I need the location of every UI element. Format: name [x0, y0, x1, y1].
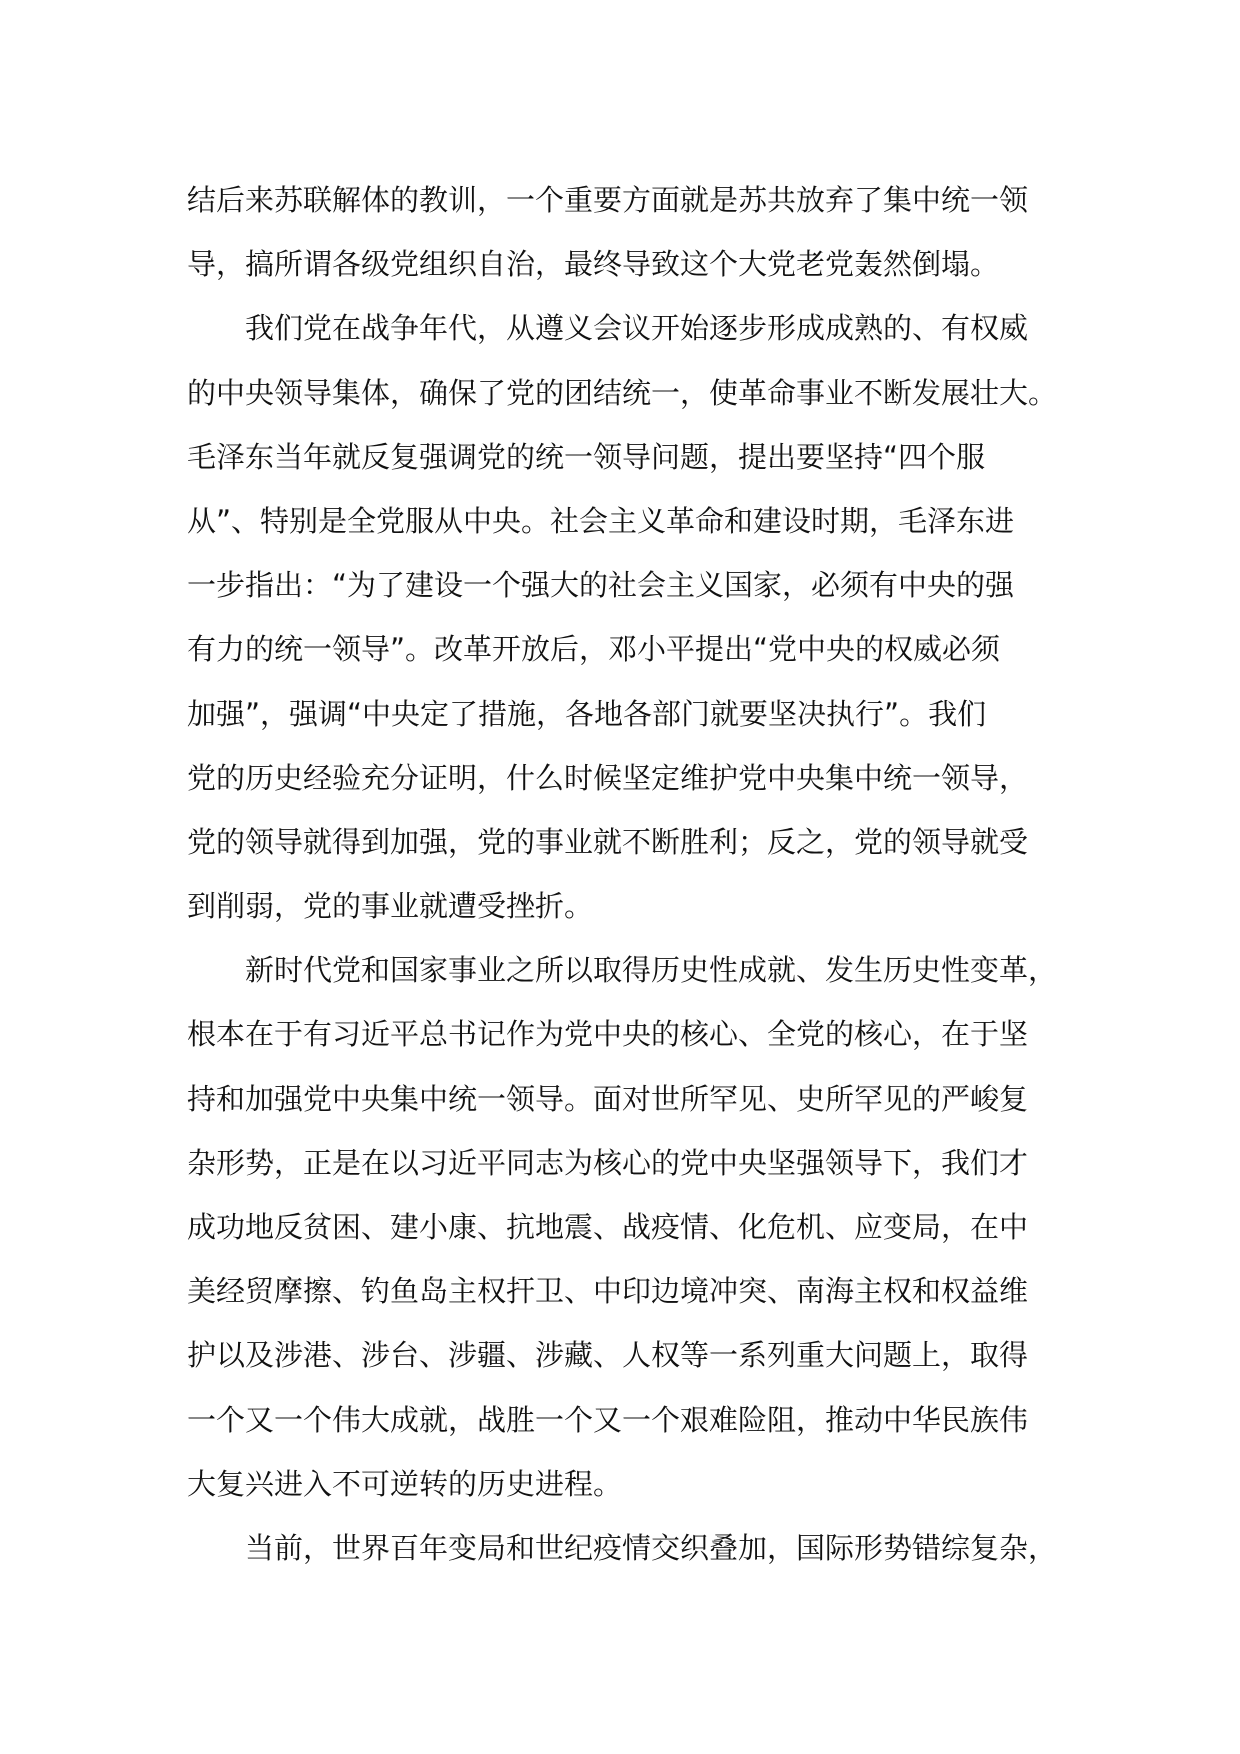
text-line: 杂形势，正是在以习近平同志为核心的党中央坚强领导下，我们才	[187, 1145, 1029, 1180]
paragraph-start-line: 我们党在战争年代，从遵义会议开始逐步形成成熟的、有权威	[245, 311, 1029, 346]
text-line: 结后来苏联解体的教训，一个重要方面就是苏共放弃了集中统一领	[187, 183, 1029, 217]
text-line: 到削弱，党的事业就遭受挫折。	[187, 889, 594, 924]
text-line: 成功地反贫困、建小康、抗地震、战疫情、化危机、应变局，在中	[187, 1210, 1029, 1244]
text-line: 导，搞所谓各级党组织自治，最终导致这个大党老党轰然倒塌。	[187, 247, 1000, 282]
text-line: 大复兴进入不可逆转的历史进程。	[187, 1466, 623, 1501]
text-line: 从”、特别是全党服从中央。社会主义革命和建设时期，毛泽东进	[187, 503, 1015, 538]
paragraph-start-line: 当前，世界百年变局和世纪疫情交织叠加，国际形势错综复杂，	[245, 1530, 1058, 1565]
text-line: 的中央领导集体，确保了党的团结统一，使革命事业不断发展壮大。	[187, 375, 1058, 410]
text-line: 美经贸摩擦、钓鱼岛主权扞卫、中印边境冲突、南海主权和权益维	[187, 1274, 1029, 1309]
paragraph-start-line: 新时代党和国家事业之所以取得历史性成就、发生历史性变革，	[245, 953, 1058, 988]
text-line: 有力的统一领导”。改革开放后，邓小平提出“党中央的权威必须	[187, 632, 1001, 667]
text-line: 加强”，强调“中央定了措施，各地各部门就要坚决执行”。我们	[187, 696, 987, 731]
text-line: 根本在于有习近平总书记作为党中央的核心、全党的核心，在于坚	[187, 1017, 1029, 1052]
text-line: 党的历史经验充分证明，什么时候坚定维护党中央集中统一领导，	[187, 760, 1029, 795]
text-line: 毛泽东当年就反复强调党的统一领导问题，提出要坚持“四个服	[187, 439, 986, 474]
document-body	[187, 168, 1087, 1580]
text-line: 一步指出：“为了建设一个强大的社会主义国家，必须有中央的强	[187, 568, 1015, 603]
text-line: 护以及涉港、涉台、涉疆、涉藏、人权等一系列重大问题上，取得	[187, 1338, 1029, 1373]
text-line: 持和加强党中央集中统一领导。面对世所罕见、史所罕见的严峻复	[187, 1081, 1029, 1116]
text-line: 一个又一个伟大成就，战胜一个又一个艰难险阻，推动中华民族伟	[187, 1402, 1029, 1437]
text-line: 党的领导就得到加强，党的事业就不断胜利；反之，党的领导就受	[187, 824, 1029, 859]
